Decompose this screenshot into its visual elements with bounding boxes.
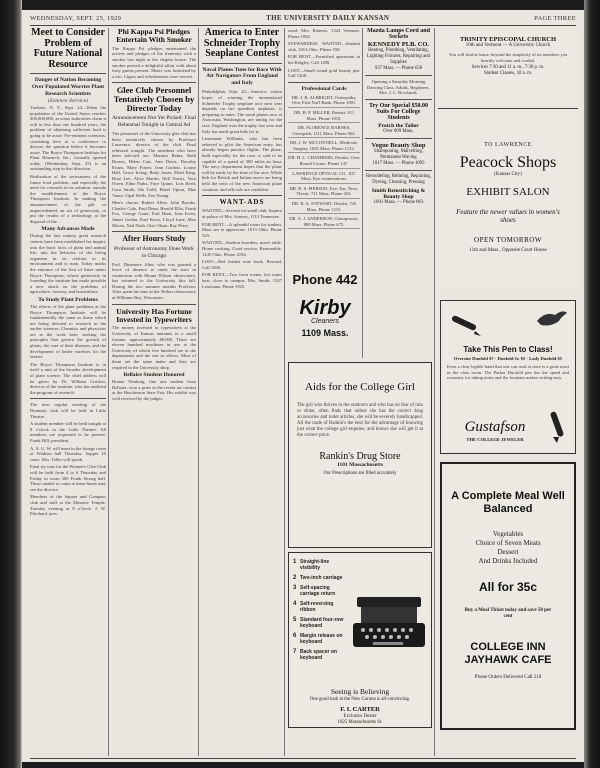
feature-label: Two-inch carriage xyxy=(300,575,343,581)
article-body: Men's chorus: Robert Allen, John Brooks, Charles Cole, Paul Dean, Harold Ellis, Frank Fox, George Grant, Earl Hunt, Ivan Irwin, James Jordan, Karl Knox, Lloyd Lane, Max Moore, Ned Nash, Otto Olson, Ray Perry. xyxy=(112,200,196,228)
professional-card: DR. J. W. MCCONNELL, Medicine, Surgery, 1035 Mass. Phone 1132. xyxy=(288,140,360,153)
gustafson-pen-ad xyxy=(440,300,576,454)
gustafson-body: Even a clear legible hand that one can read at once is a great asset in the class room. The Parker Duofold pen has the speed and economy for taking notes and the fountain makes writing easy. xyxy=(447,364,569,381)
protch-ad-title: Try Our Special $50.00 Suits For College Students xyxy=(368,102,429,121)
want-ad: FOR RENT—Two front rooms, hot water heat, close to campus. Mrs. Smith, 1337 Louisiana. Phone 1925. xyxy=(202,272,282,289)
article-body: Homer Neuburg, fine arts student from Bellaire, won a prize in the recent art contest at the Hutchinson State Fair. His exhibit was well received by the judges. xyxy=(112,379,196,401)
kennedy-ad-name: KENNEDY PLB. CO. xyxy=(367,41,430,48)
professional-cards-heading: Professional Cards xyxy=(301,85,347,92)
page-edge-left xyxy=(0,0,22,768)
college-inn-ad xyxy=(440,462,576,730)
professional-card: DR. H. L. CHAMBERS, Dentist, Over Round Corner. Phone 147. xyxy=(288,155,360,168)
feature-number: 4 xyxy=(293,601,297,607)
typewriter-dealer: F. I. CARTER xyxy=(340,706,380,713)
college-inn-menu xyxy=(442,530,574,566)
notice: The next regular meeting of the Dramatic club will be held in Little Theatre. xyxy=(30,402,106,419)
masthead-rule xyxy=(30,25,576,26)
want-ads-heading: WANT-ADS xyxy=(219,198,265,207)
peacock-feature: Feature the newer values in women's shoes xyxy=(456,207,560,224)
professional-card: DR. R. A. STEWART, Dentist, 745 Mass. Phone 1215. xyxy=(288,201,360,214)
typewriter-feature xyxy=(293,633,345,645)
church-services: Services 7:30 and 11 a. m., 7:30 p. m. xyxy=(471,65,545,71)
notice: Members of the Square and Compass club and staff at the Masonic Temple. Tuesday evening at 8 o'clock. J. W. Pritchard, pres. xyxy=(30,494,106,517)
article-headline: University Has Fortune Invested in Typewriters xyxy=(116,306,192,324)
phone-442-label: Phone 442 xyxy=(292,272,358,287)
feature-label: Back spacer on keyboard xyxy=(300,649,337,661)
college-inn-price: All for 35c xyxy=(478,580,538,594)
column-3 xyxy=(202,28,282,756)
typewriter-feature xyxy=(293,575,345,581)
professional-card: DR. FLORENCE BARNES, Osteopath, 1111 Mass. Phone 562. xyxy=(288,125,360,138)
typewriter-feature xyxy=(293,649,345,661)
feature-number: 6 xyxy=(293,633,297,639)
peacock-sub: (Kansas City) xyxy=(494,171,522,177)
college-inn-name: COLLEGE INN JAYHAWK CAFE xyxy=(464,640,552,666)
want-ad: ward. Mrs. Roberts, 1324 Vermont. Phone 1892. xyxy=(288,28,360,39)
article-byline: (Science Service) xyxy=(47,98,89,104)
gustafson-name: Gustafson xyxy=(464,419,526,435)
article-subhead: Announcement Not Yet Picked: Final Rehearsal Tonight in Central Ad xyxy=(112,115,196,129)
rankin-drug-store-ad xyxy=(288,362,432,548)
typewriter-ad xyxy=(288,552,432,728)
ad-divider xyxy=(438,108,578,109)
typewriter-feature xyxy=(293,585,345,597)
want-ad: FOR RENT—A splendid room for student. Must see to appreciate. 1013 Ohio. Phone 529. xyxy=(202,221,282,238)
article-headline: America to Enter Schneider Trophy Seaplane Contest xyxy=(203,28,281,59)
article-subhead: Naval Planes Tune for Race With Air Navigators From England and Italy xyxy=(202,66,282,87)
kennedy-ad-lines: Heating, Plumbing, Ventilating, Lighting Fixtures, Repairing and Supplies xyxy=(367,48,430,65)
article-body: The money invested in typewriters at the University of Kansas amounts to a small fortune, approximately $8,000. There are eleven hundred machines in use at the University of which five hundred are in the departments and the rest in offices. Most of them are the same make and they are repaired in the University shop. xyxy=(112,325,196,370)
feature-label: Margin release on keyboard xyxy=(300,633,343,645)
notice: A. A. U. W. will meet in the lounge room of Watkins hall Thursday. Supper 25 cents. Mrs. Teller will speak. xyxy=(30,445,106,462)
bird-icon xyxy=(535,307,569,331)
rankin-address: 1101 Massachusetts xyxy=(337,462,383,468)
feature-number: 1 xyxy=(293,559,297,565)
notice: Final try-outs for the Women's Glee Club will be held from 4 to 6 Thursday and Friday in room 300 Frank Strong hall. Those unable to come at these hours may see the director. xyxy=(30,464,106,492)
professional-card: DR. H. P. MILLER, Dentist, 811 Mass. Phone 1019. xyxy=(288,110,360,123)
protch-ad-name: Protch the Tailor xyxy=(378,122,419,129)
menu-item: Dessert xyxy=(497,548,519,556)
article-body: Lieutenant Williams, who has been selected to pilot the American entry, has already begun practice flights. The plane, built especially for the race, is said to be capable of a speed of 300 miles an hour. The navy department hopes that the plane will be ready by the time of the race. While bids for British and Italian racers are being held the tests of the new American plane continue, and officials are confident. xyxy=(202,136,282,192)
want-ad: STEWARDESS WANTED—Student club, 1013 Ohio. Phone 558. xyxy=(288,41,360,52)
column-5 xyxy=(365,28,432,358)
menu-item: And Drinks Included xyxy=(478,557,538,565)
rankin-name: Rankin's Drug Store xyxy=(319,451,401,462)
professional-card: DR. R. S. PIERSON, Eye, Ear, Nose, Throat. 711 Mass. Phone 410. xyxy=(288,186,360,199)
rankin-note: Our Prescriptions are filled accurately xyxy=(323,470,397,476)
typewriter-tagline: Seeing is Believing xyxy=(330,687,390,696)
college-inn-title: A Complete Meal Well Balanced xyxy=(451,490,565,515)
college-inn-meal-ticket: Buy a Meal Ticket today and save 50 per cent xyxy=(464,608,552,620)
page-edge-right xyxy=(584,0,600,768)
typewriter-feature xyxy=(293,617,345,629)
column-rule xyxy=(198,28,199,756)
college-inn-phone: Phone Orders Delivered Call 218 xyxy=(474,674,542,680)
professional-cards-list xyxy=(288,95,360,230)
peacock-exhibit: EXHIBIT SALON xyxy=(466,185,550,198)
rankin-body: The girl who thrives in the outdoors and who has no fear of rain or shine, often finds that unless she has the correct drug accessories and toilet articles, she will be severely handicapped. All the trade of Rankin's the best for the advantage of knowing just what the college girl requires, and knows she will get it at the correct price. xyxy=(297,403,423,438)
gustafson-tag: THE COLLEGE JEWELER xyxy=(466,437,524,442)
kennedy-ad-title: Mazda Lamps Cord and Sockets xyxy=(367,28,430,40)
feature-label: Self-reversing ribbon xyxy=(300,601,334,613)
masthead-page: PAGE THREE xyxy=(534,14,576,22)
rankin-title: Aids for the College Girl xyxy=(305,381,415,393)
pen-icon xyxy=(545,411,571,443)
article-body: The Kappa Psi pledges entertained the actives and pledges of the fraternity with a smoker last night at the chapter house. The smoker proved a delightful affair with about forty guests present. Music was furnished by a trio. Cigars and refreshments were served. xyxy=(112,45,196,79)
typewriter-dealer-address: 1025 Massachusetts St. xyxy=(337,720,383,725)
feature-label: Straight-line visibility xyxy=(300,559,330,571)
article-headline: Glee Club Personnel Tentatively Chosen by Director Today xyxy=(113,85,195,114)
typewriter-feature xyxy=(293,559,345,571)
article-body: Philadelphia, Sept. 25—America, whose hopes of winning the international Schneider Trophy seaplane race next year depends on her speediest airplanes, is preparing to enter. The naval planes now at Anacostia, Washington, are tuning for the race. England won the trophy last year and Italy has made great bids for it. xyxy=(202,89,282,134)
peacock-shops-ad xyxy=(438,110,578,288)
smith-ad-name: Smith Remstitching & Beauty Shop xyxy=(371,187,426,200)
article-body: Prof. Dinsmore Alter, who was granted a leave of absence to study the stars in connection with Mount Wilson observatory, has returned to the University this fall. During the two summer months Professor Alter spent his time at the Yerkes observatory at Williams Bay, Wisconsin. xyxy=(112,261,196,301)
column-rule xyxy=(362,28,363,358)
church-title: TRINITY EPISCOPAL CHURCH xyxy=(459,36,557,43)
church-extra: Student Classes, 10 a. m. xyxy=(483,71,533,77)
kirby-name: Kirby xyxy=(299,298,351,319)
feature-number: 2 xyxy=(293,575,297,581)
pen-icon xyxy=(447,309,483,337)
kirby-address: 1109 Mass. xyxy=(301,328,349,338)
vogue-ad-title: Vogue Beauty Shop xyxy=(371,141,426,149)
vogue-ad-address: 1017 Mass. — Phone 1093 xyxy=(372,160,425,166)
article-subhead: Danger of Nation Becoming Over Populated Worries Plant Research Scientists xyxy=(31,77,105,97)
article-body: Realization of the seriousness of the future food problem, and especially the need for research in its solution, outside the establishment of the Boyce Thompson Institute. In making the announcement of the gift so unprecedented, an act of generosity, to put the results of a technology at the disposal of the ... xyxy=(30,174,106,224)
article-headline: Phi Kappa Psi Pledges Entertain With Smoker xyxy=(116,28,192,44)
typewriter-icon xyxy=(351,593,427,653)
want-ad: WANTED—Several for small club, Inquire at palace of Mrs. Somers, 1113 Tennessee. xyxy=(202,208,282,220)
want-ad: FOR RENT—Furnished apartment in the Ridgley. Call 1496. xyxy=(288,54,360,65)
masthead-title: THE UNIVERSITY DAILY KANSAN xyxy=(266,14,390,22)
article-subhead: Bellaire Student Honored xyxy=(123,372,185,379)
article-headline: After Hours Study xyxy=(122,234,186,244)
peacock-open: OPEN TOMORROW xyxy=(474,235,542,244)
menu-item: Vegetables xyxy=(492,530,524,538)
column-1 xyxy=(30,28,106,756)
want-ad: WANTED—Student boarders, men's table. Home cooking. Good service. Reasonable. 1245 Ohio. Phone 2194. xyxy=(202,240,282,257)
column-rule xyxy=(284,28,285,756)
gustafson-sub: Oversize Duofold $7 · Duofold Jr. $5 · Lady Duofold $5 xyxy=(453,356,563,361)
menu-item: Choice of Seven Meats xyxy=(475,539,541,547)
professional-card: DR. A. J. ANDERSON, Chiropractor, 809 Mass. Phone 675. xyxy=(288,216,360,229)
want-ad: LOST—Red leather note book. Reward. Call 1696. xyxy=(202,259,282,270)
peacock-title: Peacock Shops xyxy=(459,153,557,171)
column-rule xyxy=(108,28,109,756)
feature-number: 5 xyxy=(293,617,297,623)
notice: A student member will be held tonight at 8 o'clock in the Little Theatre. All members are requested to be present. Frank Hill, president. xyxy=(30,421,106,443)
article-subhead: Professor of Astronomy Does Work in Chicago xyxy=(114,245,194,259)
typewriter-dealer-sub: Exclusive Dealer xyxy=(343,714,377,719)
want-ad: LOST—Small round gold beauty pin. Call 1268. xyxy=(288,67,360,79)
typewriter-features xyxy=(293,559,345,665)
smith-ad-lines: Remodeling, Relining, Repairing, Dyeing, Cleaning, Pressing xyxy=(366,173,431,185)
protch-ad-address: Over 809 Mass. xyxy=(383,128,414,134)
column-rule xyxy=(434,28,435,756)
trinity-church-ad xyxy=(438,30,578,106)
masthead-date: WEDNESDAY, SEPT. 25, 1929 xyxy=(30,14,122,22)
peacock-where: 11th and Mass., Opposite Court House xyxy=(469,247,547,253)
peacock-pre: TO LAWRENCE xyxy=(484,142,532,148)
professional-card: LAWRENCE OPTICAL CO., 827 Mass. Eye examinations. xyxy=(288,171,360,184)
church-sub: 10th and Vermont — A University Church xyxy=(465,43,551,48)
article-body: The efforts of the plant problems at the Boyce Thompson Institute will be fundamentally the same as those which are being devoted to research in the earlier sciences. Chemists and physicists are at the work here, seeking the principles that govern the growth of plants, the cure of their diseases, and the development of better varieties for the farmer. xyxy=(30,303,106,360)
article-subhead: To Study Plant Problems xyxy=(38,296,98,303)
dancing-class-ad: Opening a Saturday Morning Dancing Class. Adults, Beginners. Mrs. J. L. Rowlands. xyxy=(366,78,431,96)
article-subhead: Many Advances Made xyxy=(41,226,95,233)
feature-number: 7 xyxy=(293,649,297,655)
phone-442-ad xyxy=(288,272,362,294)
feature-number: 3 xyxy=(293,585,297,591)
typewriter-feature xyxy=(293,601,345,613)
column-2 xyxy=(112,28,196,756)
article-body: During the last century great research centers have been established for inquiry into the basic facts of plant and animal life, into the behavior of the living organism in its relation to its environment and to man. Today marks the entrance of the first of these under Boyce Thompson, whose generosity in founding the institute has made possible a new attack on the problems of agriculture, forestry, and horticulture. xyxy=(30,233,106,295)
gustafson-title: Take This Pen to Class! xyxy=(463,345,553,354)
article-body: Yonkers, N. Y., Sept. 24—When the population of the United States reaches 200,000,000, as some authorities claim it will in less than one hundred years, the problem of obtaining sufficient food is going to be acute. Pre-eminent scientists, convening here in a conference to discuss the question before it becomes acute. The Boyce Thompson Institute for Plant Research, Inc., formally opened today. (Wednesday, Sept. 25) is an outstanding step in that direction. xyxy=(30,104,106,172)
newspaper-page xyxy=(22,10,584,762)
feature-label: Self-spacing carriage return xyxy=(300,585,336,597)
article-body: The personnel of the University glee club has been tentatively chosen by Professor Lawrence, director of the club. Final rehearsal tonight. The members who have been selected are: Mariam Baker, Ruth Brown, Helen Carr, Ann Davis, Dorothy Evans, Mary Foster, Jean Gordon, Louise Hall, Grace Irving, Betty Jones, Ethel King, Rose Lee, Alice Martin, Nell Norris, Vera Owen, Edna Parks, Faye Quinn, Lois Reed, Cora Smith, Ida Todd, Hazel Upton, Mae Vance, Opal Wells, Zoe Young. xyxy=(112,131,196,198)
masthead xyxy=(30,12,576,24)
article-body: The Boyce Thompson Institute is in itself a unit of the broader development of plant science. The chief address will be given by Dr. William Crocker, director of the institute, who has outlined the program of research. xyxy=(30,361,106,395)
bottom-rule xyxy=(30,758,576,759)
smith-ad-address: 1001 Mass. — Phone 863 xyxy=(373,199,424,205)
article-headline: Meet to Consider Problem of Future National Resource xyxy=(31,28,105,70)
kirby-sub: Cleaners xyxy=(310,318,339,325)
vogue-ad-lines: Shampooing, Marcelling, Permanent Waving xyxy=(374,148,423,160)
church-body: You will find at home, beyond the simplicity of its members you heartily welcome and cordial. xyxy=(448,52,568,63)
professional-card: DR. J. R. ALBRIGHT, Osteopathy, Over First Nat'l Bank, Phone 1001. xyxy=(288,95,360,108)
typewriter-note: One good look at the New Corona is all-convincing. xyxy=(309,697,411,702)
kennedy-ad-address: 937 Mass. — Phone 658 xyxy=(374,65,423,71)
feature-label: Standard four-row keyboard xyxy=(300,617,344,629)
kirby-cleaners-ad xyxy=(288,298,362,358)
